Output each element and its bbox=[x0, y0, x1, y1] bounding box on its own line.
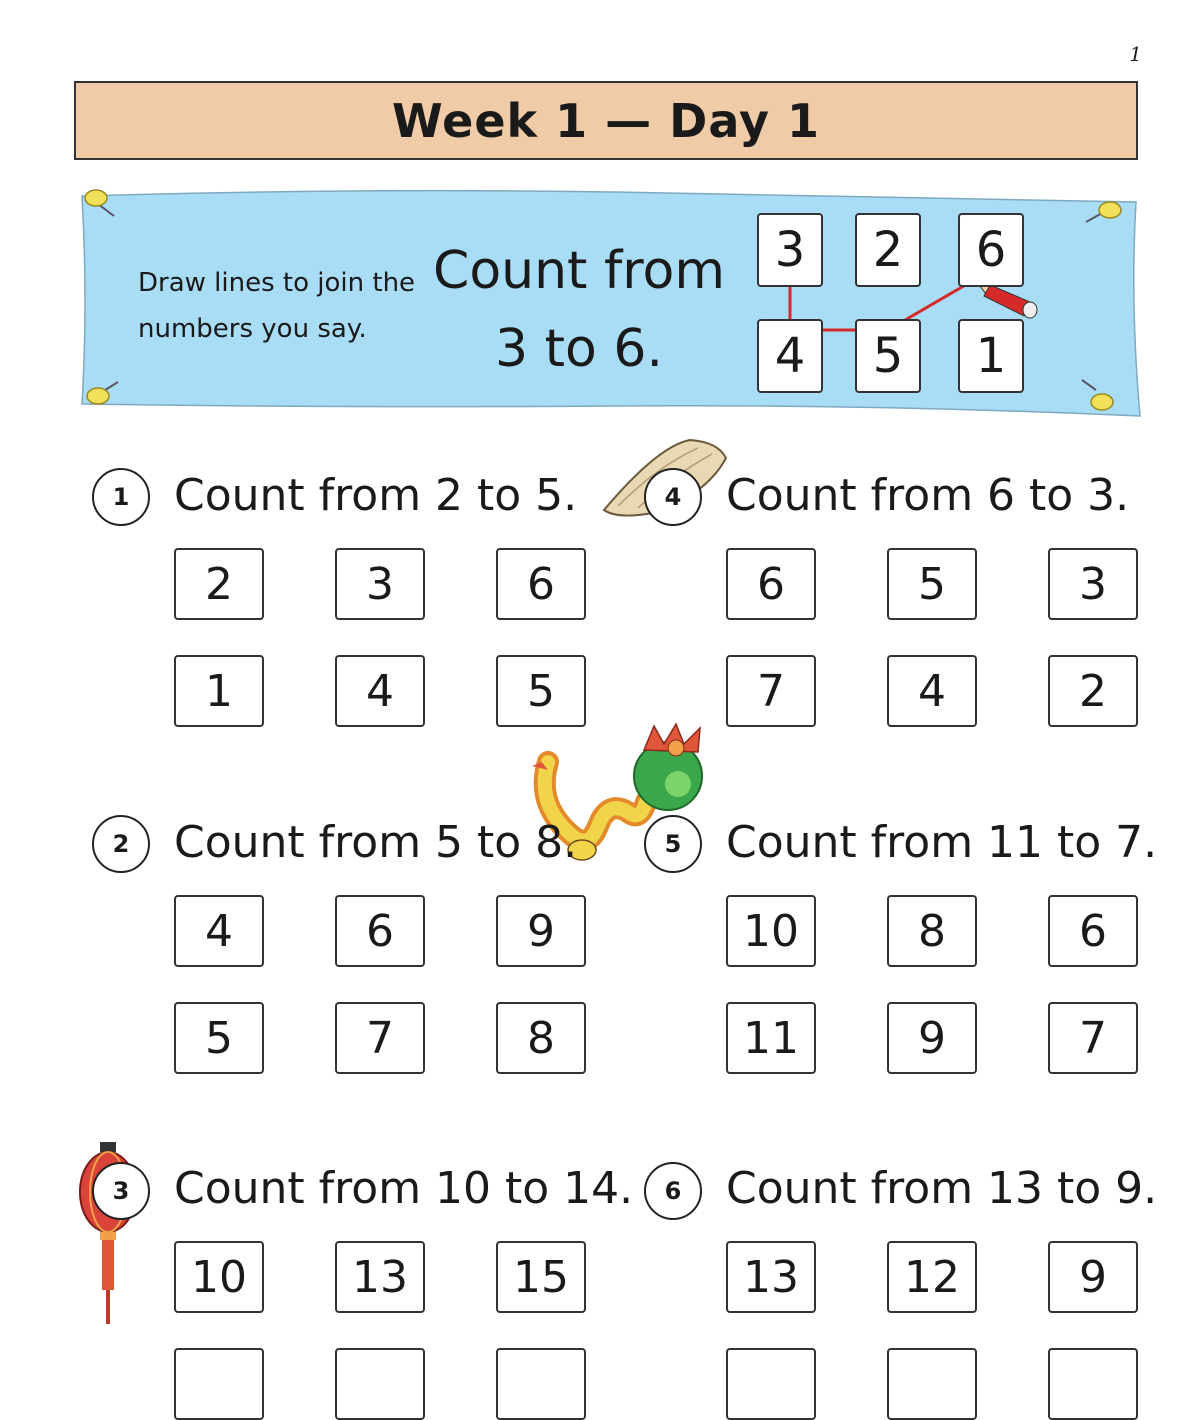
page-title: Week 1 — Day 1 bbox=[392, 93, 820, 148]
question-text: Count from 10 to 14. bbox=[174, 1163, 634, 1214]
number-box[interactable]: 13 bbox=[726, 1241, 816, 1313]
number-box-cut[interactable] bbox=[726, 1348, 816, 1420]
number-box[interactable]: 5 bbox=[496, 655, 586, 727]
number-box[interactable]: 7 bbox=[726, 655, 816, 727]
number-box[interactable]: 15 bbox=[496, 1241, 586, 1313]
number-box[interactable]: 1 bbox=[174, 655, 264, 727]
number-box[interactable]: 9 bbox=[496, 895, 586, 967]
question-text: Count from 2 to 5. bbox=[174, 470, 578, 521]
title-bar bbox=[74, 81, 1138, 160]
example-number-box: 6 bbox=[958, 213, 1024, 287]
question-text: Count from 5 to 8. bbox=[174, 817, 578, 868]
number-box-cut[interactable] bbox=[496, 1348, 586, 1420]
number-box[interactable]: 3 bbox=[335, 548, 425, 620]
number-box-cut[interactable] bbox=[174, 1348, 264, 1420]
number-box[interactable]: 7 bbox=[335, 1002, 425, 1074]
number-box[interactable]: 9 bbox=[1048, 1241, 1138, 1313]
question-number: 5 bbox=[644, 815, 702, 873]
number-box[interactable]: 9 bbox=[887, 1002, 977, 1074]
question-text: Count from 11 to 7. bbox=[726, 817, 1158, 868]
example-instruction: Draw lines to join the numbers you say. bbox=[138, 268, 416, 344]
number-box[interactable]: 11 bbox=[726, 1002, 816, 1074]
question-number: 4 bbox=[644, 468, 702, 526]
number-box[interactable]: 8 bbox=[496, 1002, 586, 1074]
example-number-box: 3 bbox=[757, 213, 823, 287]
example-banner bbox=[74, 182, 1146, 420]
number-box[interactable]: 6 bbox=[1048, 895, 1138, 967]
number-box[interactable]: 8 bbox=[887, 895, 977, 967]
example-number-box: 4 bbox=[757, 319, 823, 393]
number-box[interactable]: 10 bbox=[726, 895, 816, 967]
question-number: 3 bbox=[92, 1162, 150, 1220]
example-title: Count from 3 to 6. bbox=[433, 241, 725, 379]
question-number: 1 bbox=[92, 468, 150, 526]
example-number-box: 1 bbox=[958, 319, 1024, 393]
number-box-cut[interactable] bbox=[335, 1348, 425, 1420]
number-box-cut[interactable] bbox=[887, 1348, 977, 1420]
question-number: 6 bbox=[644, 1162, 702, 1220]
question-text: Count from 6 to 3. bbox=[726, 470, 1130, 521]
number-box[interactable]: 2 bbox=[174, 548, 264, 620]
number-box[interactable]: 13 bbox=[335, 1241, 425, 1313]
number-box[interactable]: 6 bbox=[726, 548, 816, 620]
number-box-cut[interactable] bbox=[1048, 1348, 1138, 1420]
number-box[interactable]: 4 bbox=[335, 655, 425, 727]
number-box[interactable]: 5 bbox=[174, 1002, 264, 1074]
number-box[interactable]: 2 bbox=[1048, 655, 1138, 727]
number-box[interactable]: 6 bbox=[496, 548, 586, 620]
number-box[interactable]: 10 bbox=[174, 1241, 264, 1313]
example-number-box: 2 bbox=[855, 213, 921, 287]
number-box[interactable]: 3 bbox=[1048, 548, 1138, 620]
example-number-box: 5 bbox=[855, 319, 921, 393]
number-box[interactable]: 6 bbox=[335, 895, 425, 967]
number-box[interactable]: 4 bbox=[887, 655, 977, 727]
question-number: 2 bbox=[92, 815, 150, 873]
question-text: Count from 13 to 9. bbox=[726, 1163, 1158, 1214]
number-box[interactable]: 12 bbox=[887, 1241, 977, 1313]
number-box[interactable]: 4 bbox=[174, 895, 264, 967]
number-box[interactable]: 5 bbox=[887, 548, 977, 620]
page-number: 1 bbox=[1129, 42, 1142, 66]
number-box[interactable]: 7 bbox=[1048, 1002, 1138, 1074]
